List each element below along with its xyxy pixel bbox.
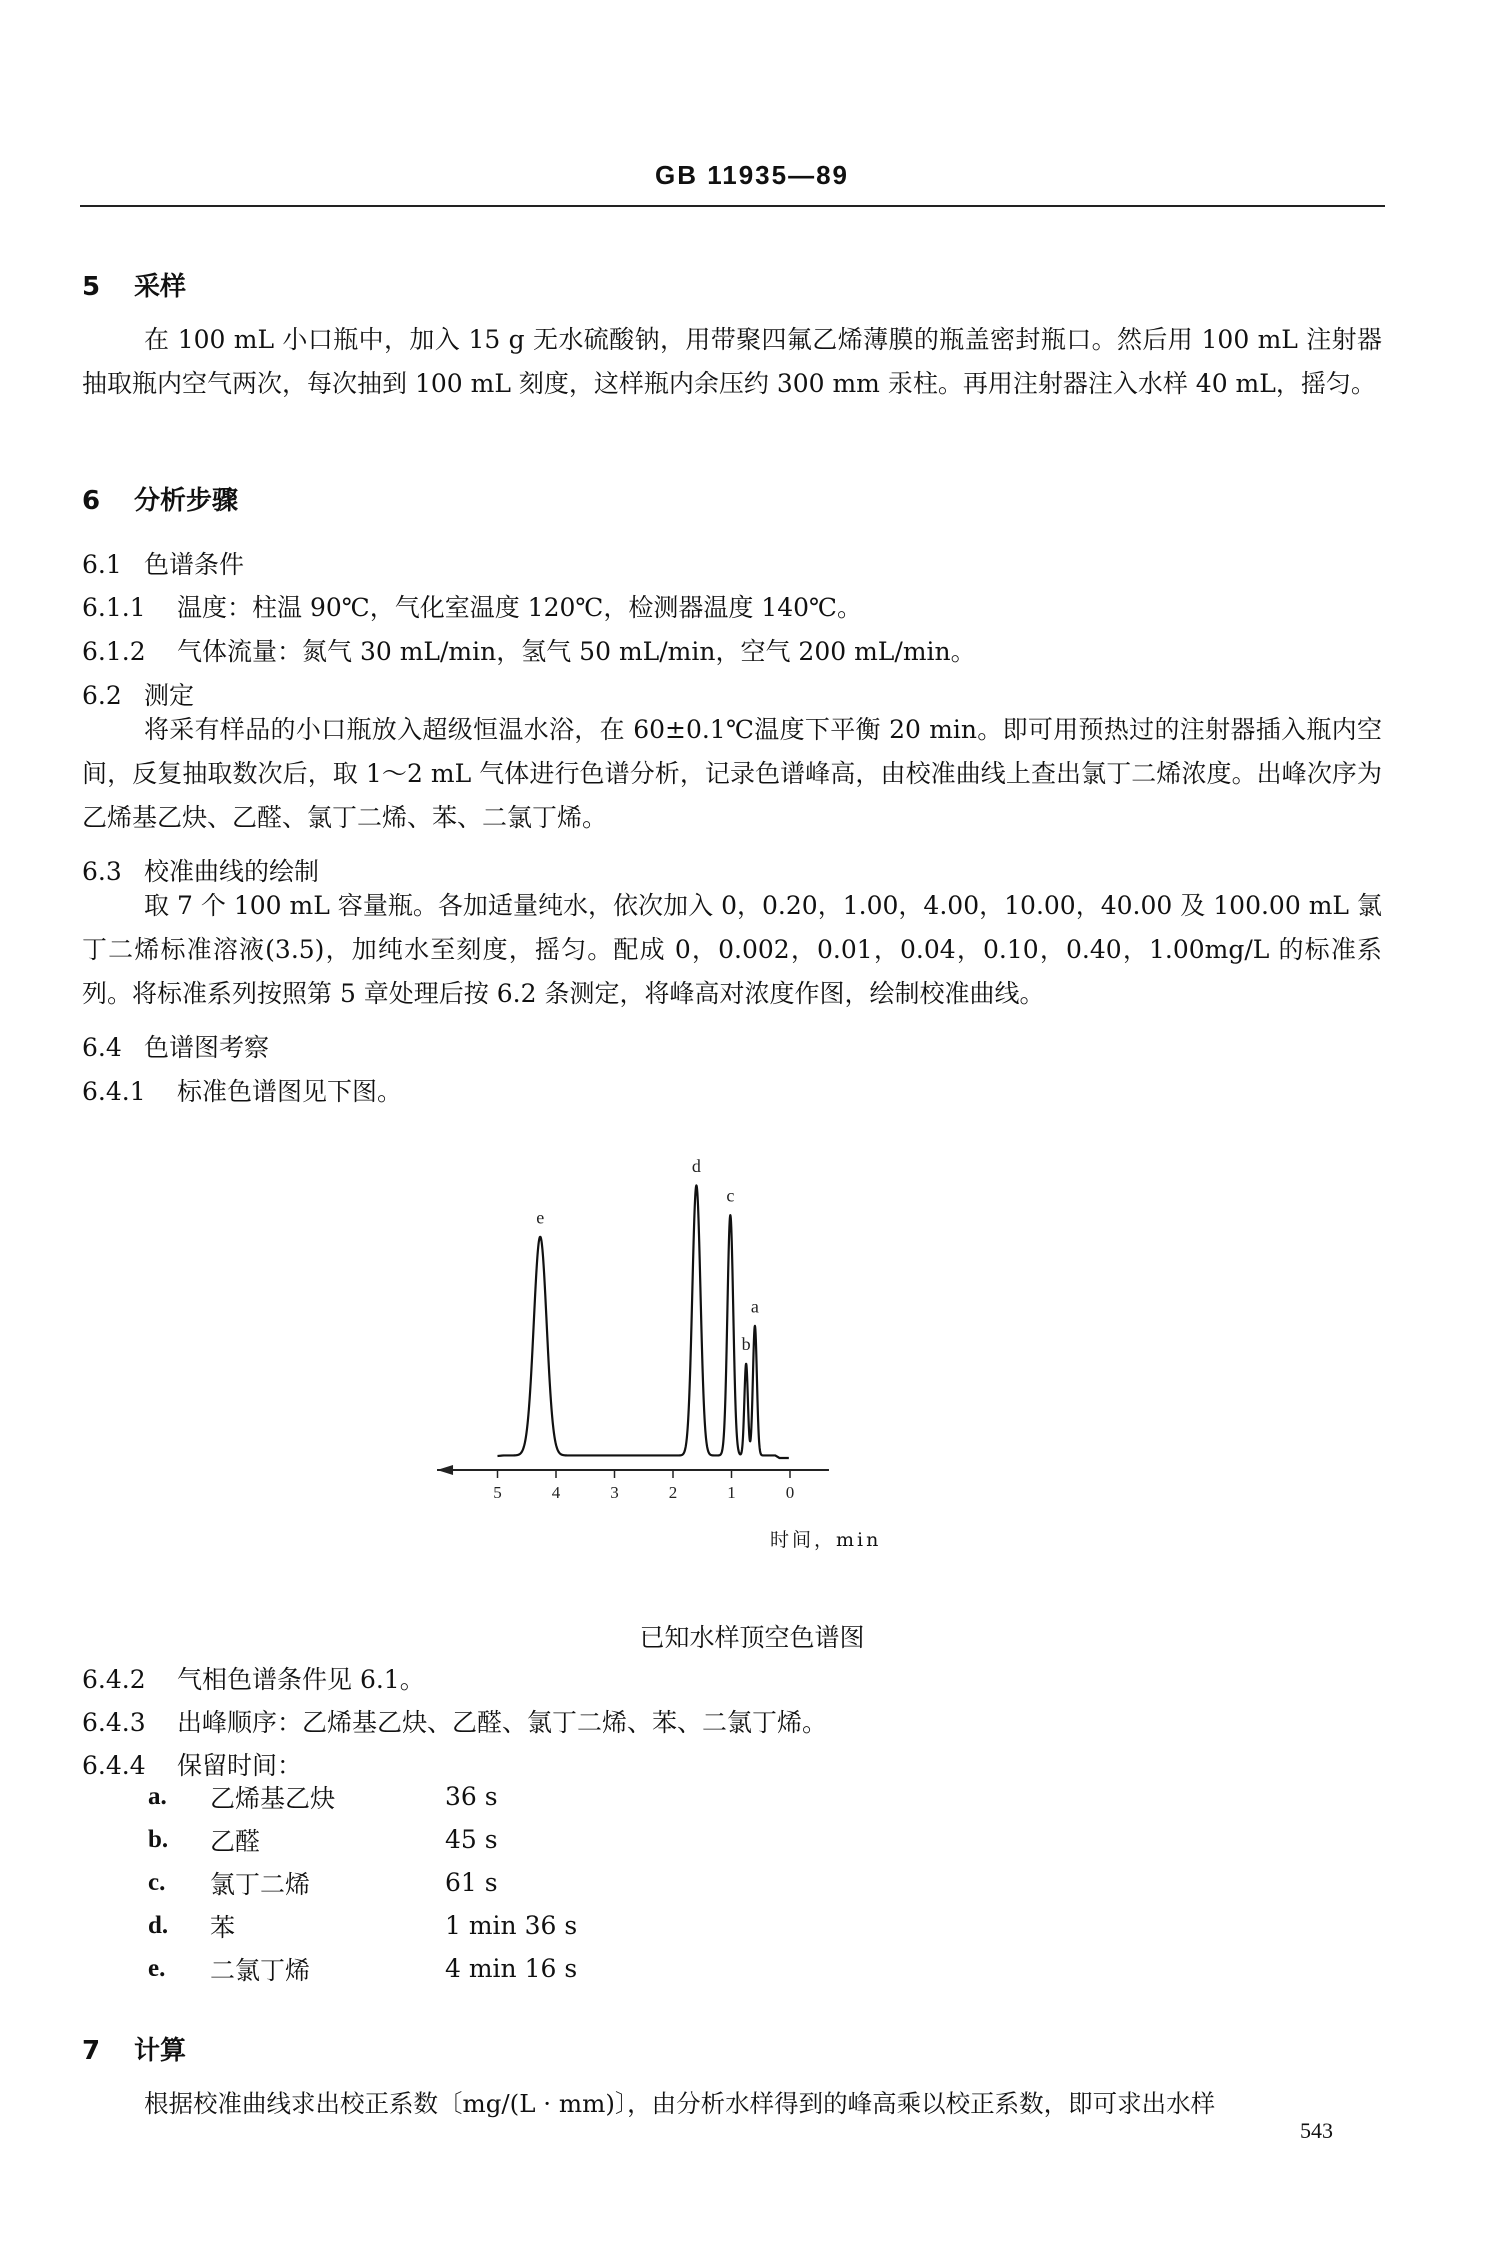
retention-row — [148, 1775, 577, 1818]
compound-name: 二氯丁烯 — [210, 1955, 311, 1985]
subsection-6-4-3 — [82, 1703, 827, 1739]
subsection-number: 6.4.4 — [82, 1751, 146, 1780]
retention-key: b. — [148, 1825, 169, 1853]
compound-name: 苯 — [210, 1912, 236, 1942]
x-axis-arrow — [437, 1465, 453, 1475]
section-number: 6 — [82, 486, 101, 516]
compound-name: 乙醛 — [210, 1826, 261, 1856]
section-5-body: 在 100 mL 小口瓶中，加入 15 g 无水硫酸钠，用带聚四氟乙烯薄膜的瓶盖密封瓶口。然后用 100 mL 注射器抽取瓶内空气两次，每次抽到 100 mL 刻度，这样瓶内余压约 300 mm 汞柱。再用注射器注入水样 40 mL，摇匀。 — [82, 325, 1382, 398]
subsection-number: 6.2 — [82, 681, 122, 710]
peak-label-e: e — [536, 1207, 545, 1228]
compound-name: 氯丁二烯 — [210, 1869, 311, 1899]
subsection-number: 6.1.2 — [82, 637, 146, 666]
x-tick-label: 5 — [493, 1483, 502, 1502]
subsection-6-2-body: 将采有样品的小口瓶放入超级恒温水浴，在 60±0.1℃温度下平衡 20 min。即可用预热过的注射器插入瓶内空间，反复抽取数次后，取 1～2 mL 气体进行色谱分析，记录色谱峰高，由校准曲线上查出氯丁二烯浓度。出峰次序为乙烯基乙炔、乙醛、氯丁二烯、苯、二氯丁烯。 — [82, 715, 1382, 832]
chromatogram-chart — [0, 1150, 1504, 1580]
x-tick-label: 1 — [727, 1483, 736, 1502]
subsection-title: 校准曲线的绘制 — [144, 857, 320, 886]
subsection-title: 色谱条件 — [144, 550, 245, 579]
peak-label-b: b — [741, 1334, 751, 1355]
x-axis-label: 时间，min — [770, 1529, 882, 1551]
retention-key: c. — [148, 1868, 166, 1896]
peak-label-c: c — [726, 1185, 735, 1206]
subsection-text: 气体流量：氮气 30 mL/min，氢气 50 mL/min，空气 200 mL/min。 — [177, 637, 976, 666]
section-number: 7 — [82, 2036, 101, 2066]
subsection-text: 气相色谱条件见 6.1。 — [177, 1665, 425, 1694]
figure-caption: 已知水样顶空色谱图 — [639, 1623, 865, 1652]
retention-key: e. — [148, 1954, 166, 1982]
subsection-title: 测定 — [144, 681, 195, 710]
header-rule — [80, 205, 1385, 207]
section-5-heading — [82, 266, 186, 303]
subsection-6-1-1 — [82, 588, 862, 624]
compound-name: 乙烯基乙炔 — [210, 1783, 336, 1813]
retention-time-list — [148, 1775, 577, 1990]
section-7-body: 根据校准曲线求出校正系数〔mg/(L · mm)〕，由分析水样得到的峰高乘以校正系数，即可求出水样 — [144, 2089, 1216, 2118]
retention-time: 45 s — [445, 1825, 498, 1854]
section-6-heading — [82, 480, 238, 517]
subsection-number: 6.4.3 — [82, 1708, 146, 1737]
retention-row — [148, 1904, 577, 1947]
subsection-6-3-body: 取 7 个 100 mL 容量瓶。各加适量纯水，依次加入 0，0.20，1.00，4.00，10.00，40.00 及 100.00 mL 氯丁二烯标准溶液(3.5)，加纯水至刻度，摇匀。配成 0，0.002，0.01，0.04，0.10，0.40，1.00mg/L 的标准系列。将标准系列按照第 5 章处理后按 6.2 条测定，将峰高对浓度作图，绘制校准曲线。 — [82, 891, 1382, 1008]
x-axis-ticks — [498, 1470, 791, 1478]
section-title: 采样 — [134, 272, 187, 302]
standard-header: GB 11935—89 — [654, 160, 849, 190]
x-axis-tick-labels — [493, 1483, 794, 1502]
retention-time: 4 min 16 s — [445, 1954, 578, 1983]
subsection-number: 6.4.1 — [82, 1077, 146, 1106]
subsection-text: 标准色谱图见下图。 — [177, 1077, 403, 1106]
x-tick-label: 2 — [668, 1483, 678, 1502]
retention-key: d. — [148, 1911, 169, 1939]
x-tick-label: 3 — [610, 1483, 619, 1502]
retention-row — [148, 1861, 577, 1904]
retention-time: 1 min 36 s — [445, 1911, 578, 1940]
x-tick-label: 4 — [551, 1483, 561, 1502]
peak-labels — [536, 1156, 759, 1354]
subsection-title: 色谱图考察 — [144, 1033, 270, 1062]
subsection-6-4 — [82, 1028, 269, 1064]
subsection-6-4-2 — [82, 1660, 425, 1696]
subsection-text: 保留时间： — [177, 1751, 303, 1780]
subsection-6-1-2 — [82, 632, 976, 668]
page-number: 543 — [1300, 2118, 1333, 2143]
retention-key: a. — [148, 1782, 167, 1810]
retention-time: 36 s — [445, 1782, 498, 1811]
subsection-6-3 — [82, 852, 319, 888]
subsection-number: 6.4 — [82, 1033, 122, 1062]
section-7-heading — [82, 2030, 186, 2067]
x-tick-label: 0 — [785, 1483, 795, 1502]
retention-row — [148, 1947, 577, 1990]
peak-label-d: d — [691, 1156, 701, 1176]
section-title: 分析步骤 — [134, 486, 239, 516]
subsection-number: 6.4.2 — [82, 1665, 146, 1694]
section-number: 5 — [82, 272, 101, 302]
subsection-number: 6.1.1 — [82, 593, 146, 622]
subsection-6-1 — [82, 545, 244, 581]
subsection-6-4-1 — [82, 1072, 402, 1108]
subsection-text: 出峰顺序：乙烯基乙炔、乙醛、氯丁二烯、苯、二氯丁烯。 — [177, 1708, 828, 1737]
subsection-text: 温度：柱温 90℃，气化室温度 120℃，检测器温度 140℃。 — [177, 593, 862, 622]
peak-label-a: a — [750, 1296, 759, 1317]
retention-time: 61 s — [445, 1868, 498, 1897]
subsection-number: 6.3 — [82, 857, 122, 886]
retention-row — [148, 1818, 577, 1861]
section-title: 计算 — [134, 2036, 187, 2066]
subsection-6-2 — [82, 676, 194, 712]
subsection-number: 6.1 — [82, 550, 122, 579]
